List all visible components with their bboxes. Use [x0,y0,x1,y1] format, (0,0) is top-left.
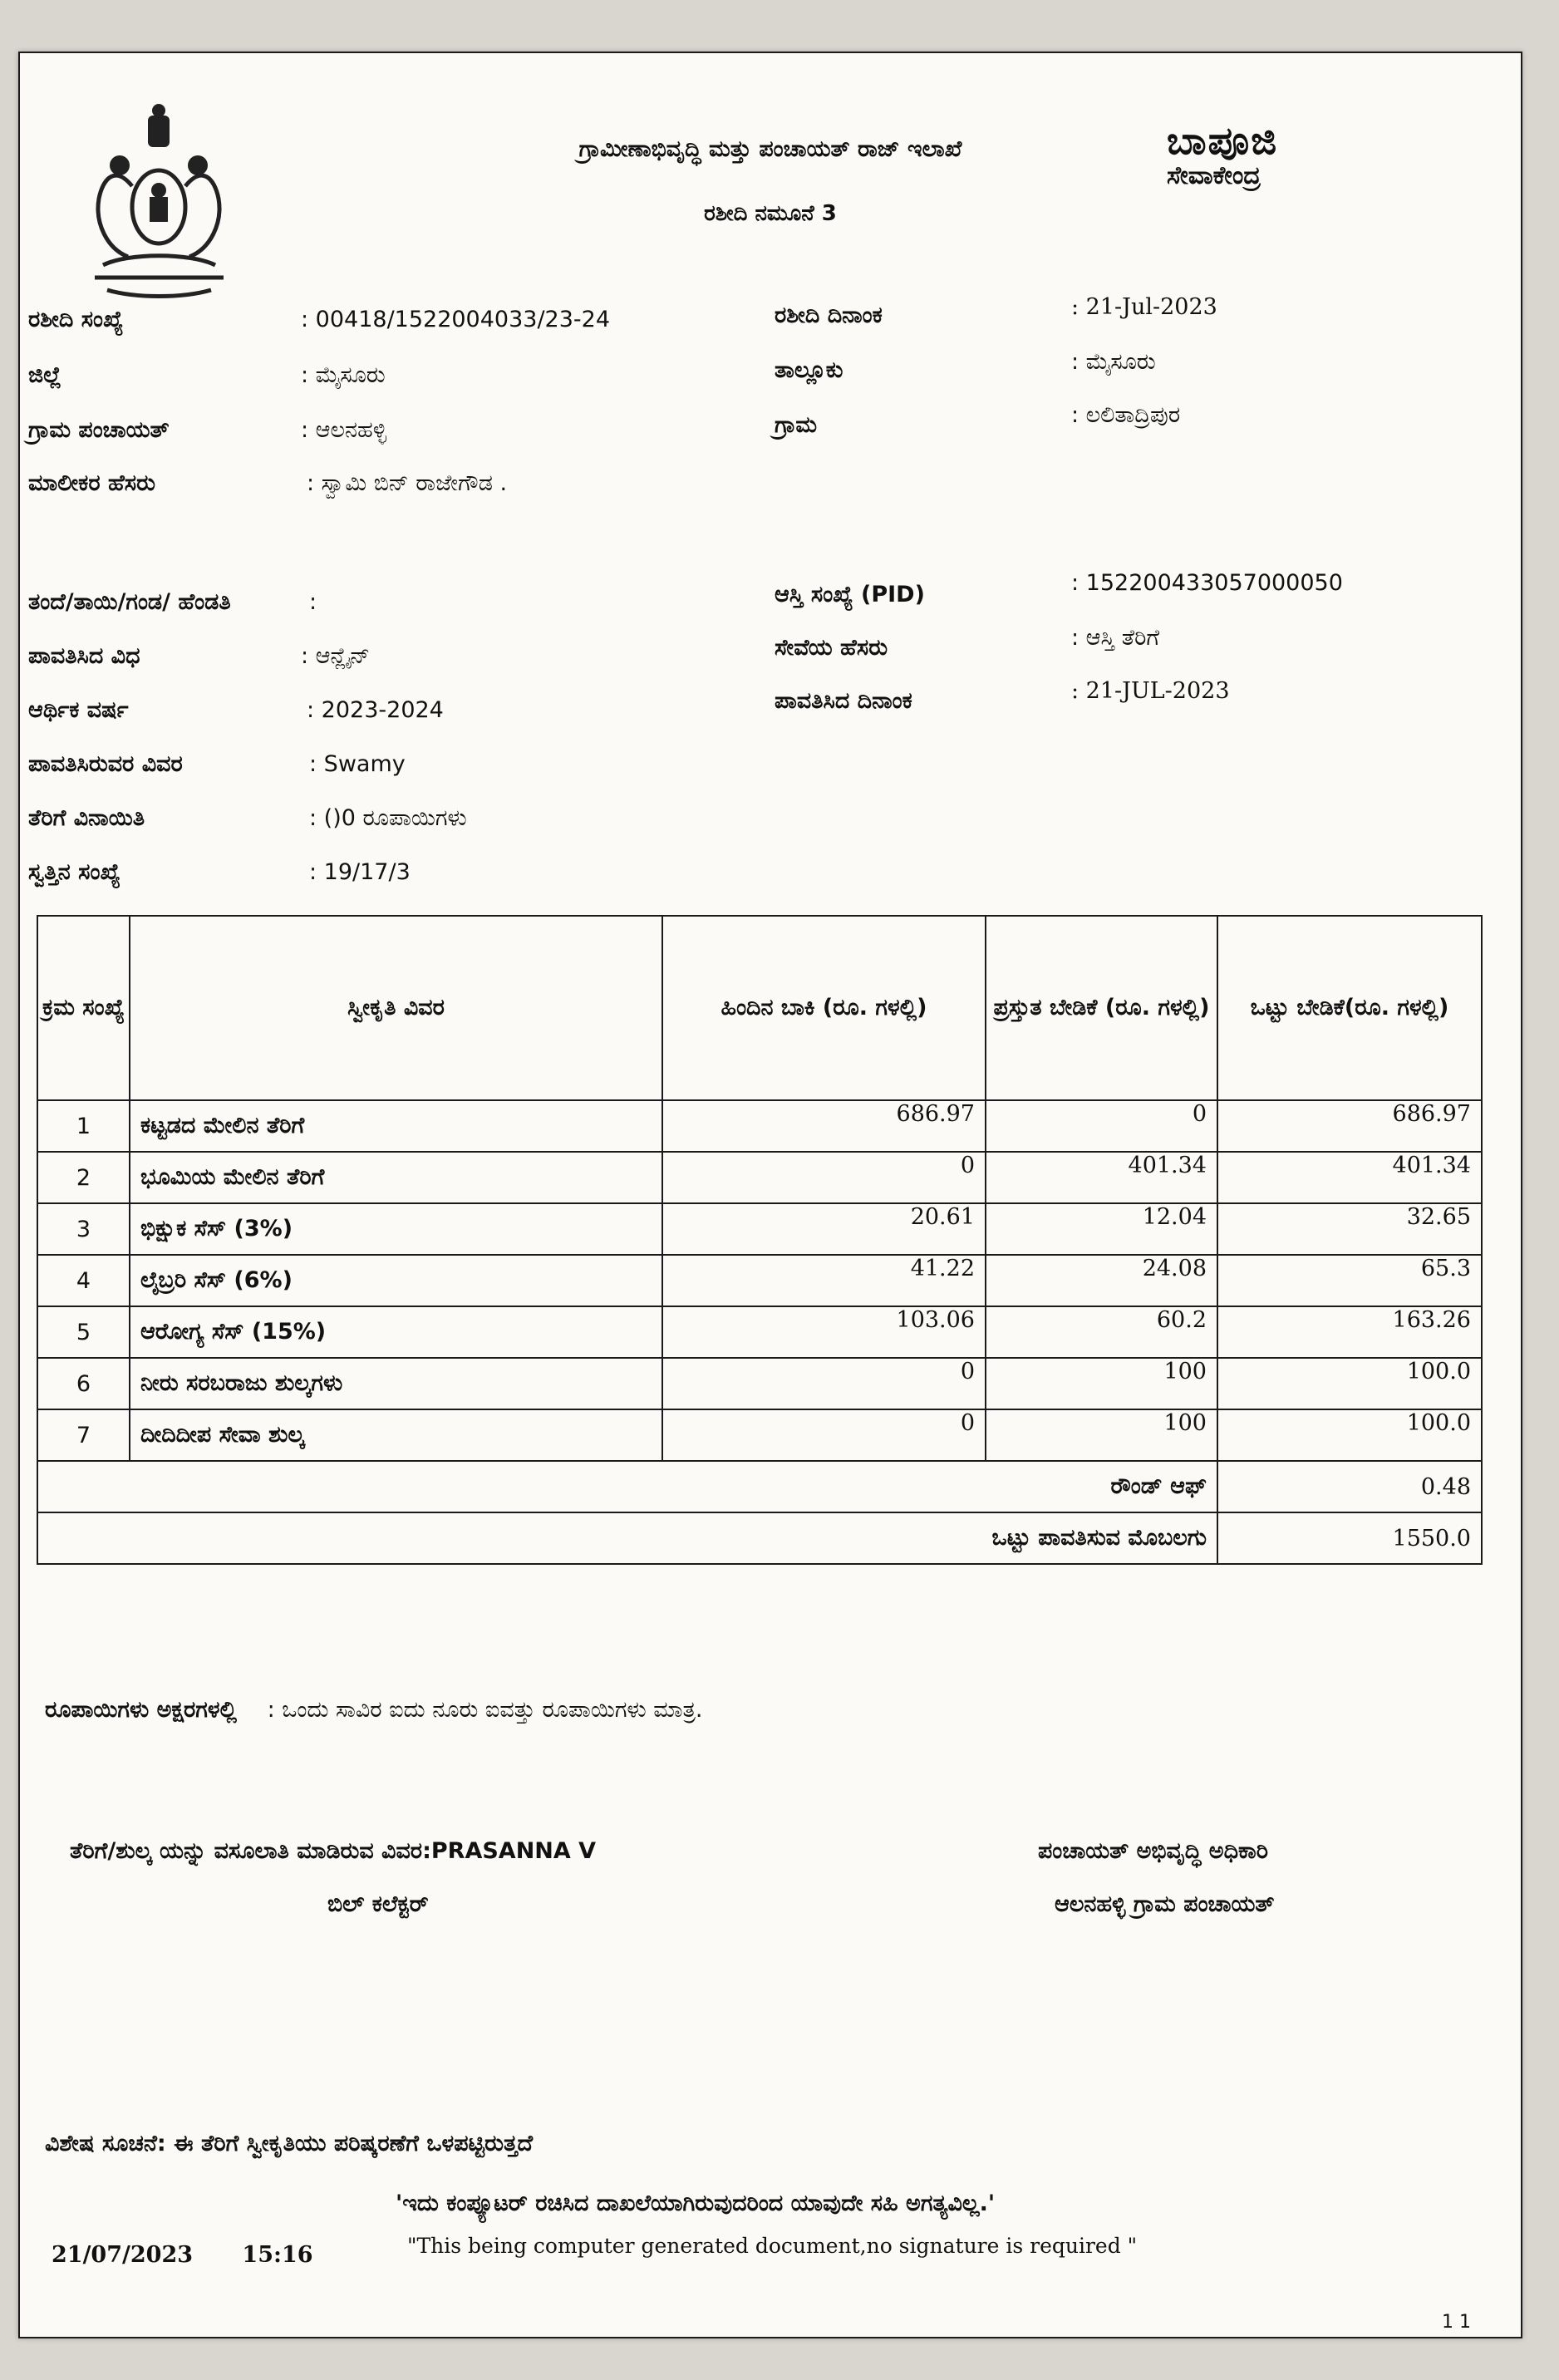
round-off-value: 0.48 [1217,1461,1482,1512]
table-row [37,1306,1482,1358]
header-total-demand: ಒಟ್ಟು ಬೇಡಿಕೆ(ರೂ. ಗಳಲ್ಲಿ) [1217,916,1482,1100]
amount-in-words [45,1697,703,1724]
kannada-disclaimer: 'ಇದು ಕಂಪ್ಯೂಟರ್ ರಚಿಸಿದ ದಾಖಲೆಯಾಗಿರುವುದರಿಂದ ಯಾವುದೇ ಸಹಿ ಅಗತ್ಯವಿಲ್ಲ.' [396,2191,996,2216]
table-header-row [37,916,1482,1100]
row-total-demand: 100.0 [1217,1358,1482,1409]
bapuji-seva-kendra-logo [1167,120,1416,191]
row-previous-due: 20.61 [662,1203,986,1255]
row-description: ಭೂಮಿಯ ಮೇಲಿನ ತೆರಿಗೆ [130,1152,662,1203]
department-title: ಗ್ರಾಮೀಣಾಭಿವೃದ್ಧಿ ಮತ್ತು ಪಂಚಾಯತ್ ರಾಜ್ ಇಲಾಖೆ [578,136,962,162]
row-description: ಲೈಬ್ರರಿ ಸೆಸ್ (6%) [130,1255,662,1306]
tax-details-table [37,915,1483,1565]
collector-line: ತೆರಿಗೆ/ಶುಲ್ಕ ಯನ್ನು ವಸೂಲಾತಿ ಮಾಡಿರುವ ವಿವರ:PRASANNA V [70,1838,597,1864]
grand-total-value: 1550.0 [1217,1512,1482,1564]
taluk-label: ತಾಲ್ಲೂಕು [775,357,843,383]
amount-words-value: : ಒಂದು ಸಾವಿರ ಐದು ನೂರು ಐವತ್ತು ರೂಪಾಯಿಗಳು ಮಾತ್ರ. [267,1697,703,1723]
table-row [37,1203,1482,1255]
row-previous-due: 686.97 [662,1100,986,1152]
payer-details-value: : Swamy [309,751,406,777]
payment-date-label: ಪಾವತಿಸಿದ ದಿನಾಂಕ [775,688,912,714]
relation-label: ತಂದೆ/ತಾಯಿ/ಗಂಡ/ ಹೆಂಡತಿ [28,589,231,615]
row-description: ಆರೋಗ್ಯ ಸೆಸ್ (15%) [130,1306,662,1358]
tax-exemption-label: ತೆರಿಗೆ ವಿನಾಯಿತಿ [28,805,145,831]
table-row [37,1152,1482,1203]
table-row [37,1358,1482,1409]
round-off-label: ರೌಂಡ್ ಆಫ್ [37,1461,1217,1512]
table-row [37,1255,1482,1306]
relation-value: : [309,589,317,615]
village-label: ಗ್ರಾಮ [775,412,818,438]
grand-total-row [37,1512,1482,1564]
row-current-demand: 60.2 [986,1306,1217,1358]
pid-value: : 152200433057000050 [1071,570,1343,596]
page-number: 1 1 [1442,2312,1471,2333]
receipt-page [18,52,1522,2338]
taluk-value: : ಮೈಸೂರು [1071,349,1156,375]
village-value: : ಲಲಿತಾದ್ರಿಪುರ [1071,402,1181,428]
row-total-demand: 686.97 [1217,1100,1482,1152]
payer-details-label: ಪಾವತಿಸಿರುವರ ವಿವರ [28,751,183,777]
row-previous-due: 103.06 [662,1306,986,1358]
owner-name-label: ಮಾಲೀಕರ ಹೆಸರು [28,470,156,496]
row-description: ಕಟ್ಟಡದ ಮೇಲಿನ ತೆರಿಗೆ [130,1100,662,1152]
row-previous-due: 0 [662,1409,986,1461]
gram-panchayat-value: : ಆಲನಹಳ್ಳಿ [301,417,387,443]
pid-label: ಆಸ್ತಿ ಸಂಖ್ಯೆ (PID) [775,582,925,607]
row-current-demand: 100 [986,1409,1217,1461]
tax-exemption-value: : ()0 ರೂಪಾಯಿಗಳು [309,805,467,831]
row-current-demand: 401.34 [986,1152,1217,1203]
receipt-no-value: : 00418/1522004033/23-24 [301,307,611,332]
financial-year-value: : 2023-2024 [307,697,444,723]
property-number-value: : 19/17/3 [309,859,411,885]
row-total-demand: 100.0 [1217,1409,1482,1461]
table-row [37,1409,1482,1461]
payment-mode-value: : ಆನ್ಲೈನ್ [301,643,371,669]
payment-date-value: : 21-JUL-2023 [1071,678,1230,704]
row-serial: 3 [37,1203,130,1255]
row-serial: 6 [37,1358,130,1409]
table-row [37,1100,1482,1152]
row-serial: 5 [37,1306,130,1358]
district-value: : ಮೈಸೂರು [301,362,386,388]
district-label: ಜಿಲ್ಲೆ [28,362,61,388]
header-description: ಸ್ವೀಕೃತಿ ವಿವರ [130,916,662,1100]
payment-mode-label: ಪಾವತಿಸಿದ ವಿಧ [28,643,140,669]
collector-role: ಬಿಲ್ ಕಲೆಕ್ಟರ್ [327,1891,429,1917]
row-description: ದೀದಿದೀಪ ಸೇವಾ ಶುಲ್ಕ [130,1409,662,1461]
amount-words-label: ರೂಪಾಯಿಗಳು ಅಕ್ಷರಗಳಲ್ಲಿ [45,1697,237,1723]
receipt-date-label: ರಶೀದಿ ದಿನಾಂಕ [775,302,883,328]
brand-subtitle: ಸೇವಾಕೇಂದ್ರ [1167,161,1261,190]
receipt-date-value: : 21-Jul-2023 [1071,294,1217,320]
row-current-demand: 24.08 [986,1255,1217,1306]
print-time: 15:16 [242,2242,313,2268]
row-previous-due: 0 [662,1358,986,1409]
row-previous-due: 41.22 [662,1255,986,1306]
row-total-demand: 401.34 [1217,1152,1482,1203]
row-total-demand: 163.26 [1217,1306,1482,1358]
service-name-value: : ಆಸ್ತಿ ತೆರಿಗೆ [1071,625,1160,651]
row-total-demand: 32.65 [1217,1203,1482,1255]
print-date: 21/07/2023 [52,2242,194,2268]
row-description: ಭಿಕ್ಷುಕ ಸೆಸ್ (3%) [130,1203,662,1255]
officer-place: ಆಲನಹಳ್ಳಿ ಗ್ರಾಮ ಪಂಚಾಯತ್ [1055,1891,1275,1917]
row-serial: 1 [37,1100,130,1152]
header-current-demand: ಪ್ರಸ್ತುತ ಬೇಡಿಕೆ (ರೂ. ಗಳಲ್ಲಿ) [986,916,1217,1100]
row-current-demand: 12.04 [986,1203,1217,1255]
round-off-row [37,1461,1482,1512]
grand-total-label: ಒಟ್ಟು ಪಾವತಿಸುವ ಮೊಬಲಗು [37,1512,1217,1564]
english-disclaimer: "This being computer generated document,no signature is required " [407,2234,1138,2258]
special-note: ವಿಶೇಷ ಸೂಚನೆ: ಈ ತೆರಿಗೆ ಸ್ವೀಕೃತಿಯು ಪರಿಷ್ಕರಣೆಗೆ ಒಳಪಟ್ಟಿರುತ್ತದೆ [45,2131,534,2156]
receipt-no-label: ರಶೀದಿ ಸಂಖ್ಯೆ [28,307,124,332]
property-number-label: ಸ್ವತ್ತಿನ ಸಂಖ್ಯೆ [28,859,120,885]
form-title: ರಶೀದಿ ನಮೂನೆ 3 [704,201,837,226]
row-previous-due: 0 [662,1152,986,1203]
service-name-label: ಸೇವೆಯ ಹೆಸರು [775,635,888,661]
row-current-demand: 0 [986,1100,1217,1152]
print-timestamp [52,2242,313,2268]
financial-year-label: ಆರ್ಥಿಕ ವರ್ಷ [28,697,129,723]
header-previous-due: ಹಿಂದಿನ ಬಾಕಿ (ರೂ. ಗಳಲ್ಲಿ) [662,916,986,1100]
row-serial: 4 [37,1255,130,1306]
row-description: ನೀರು ಸರಬರಾಜು ಶುಲ್ಕಗಳು [130,1358,662,1409]
row-serial: 7 [37,1409,130,1461]
row-serial: 2 [37,1152,130,1203]
row-current-demand: 100 [986,1358,1217,1409]
header-serial-no: ಕ್ರಮ ಸಂಖ್ಯೆ [37,916,130,1100]
row-total-demand: 65.3 [1217,1255,1482,1306]
officer-title: ಪಂಚಾಯತ್ ಅಭಿವೃದ್ಧಿ ಅಧಿಕಾರಿ [1038,1838,1268,1864]
gram-panchayat-label: ಗ್ರಾಮ ಪಂಚಾಯತ್ [28,417,170,443]
owner-name-value: : ಸ್ವಾಮಿ ಬಿನ್ ರಾಜೇಗೌಡ . [307,470,508,496]
brand-name: ಬಾಪೂಜಿ [1167,118,1279,163]
